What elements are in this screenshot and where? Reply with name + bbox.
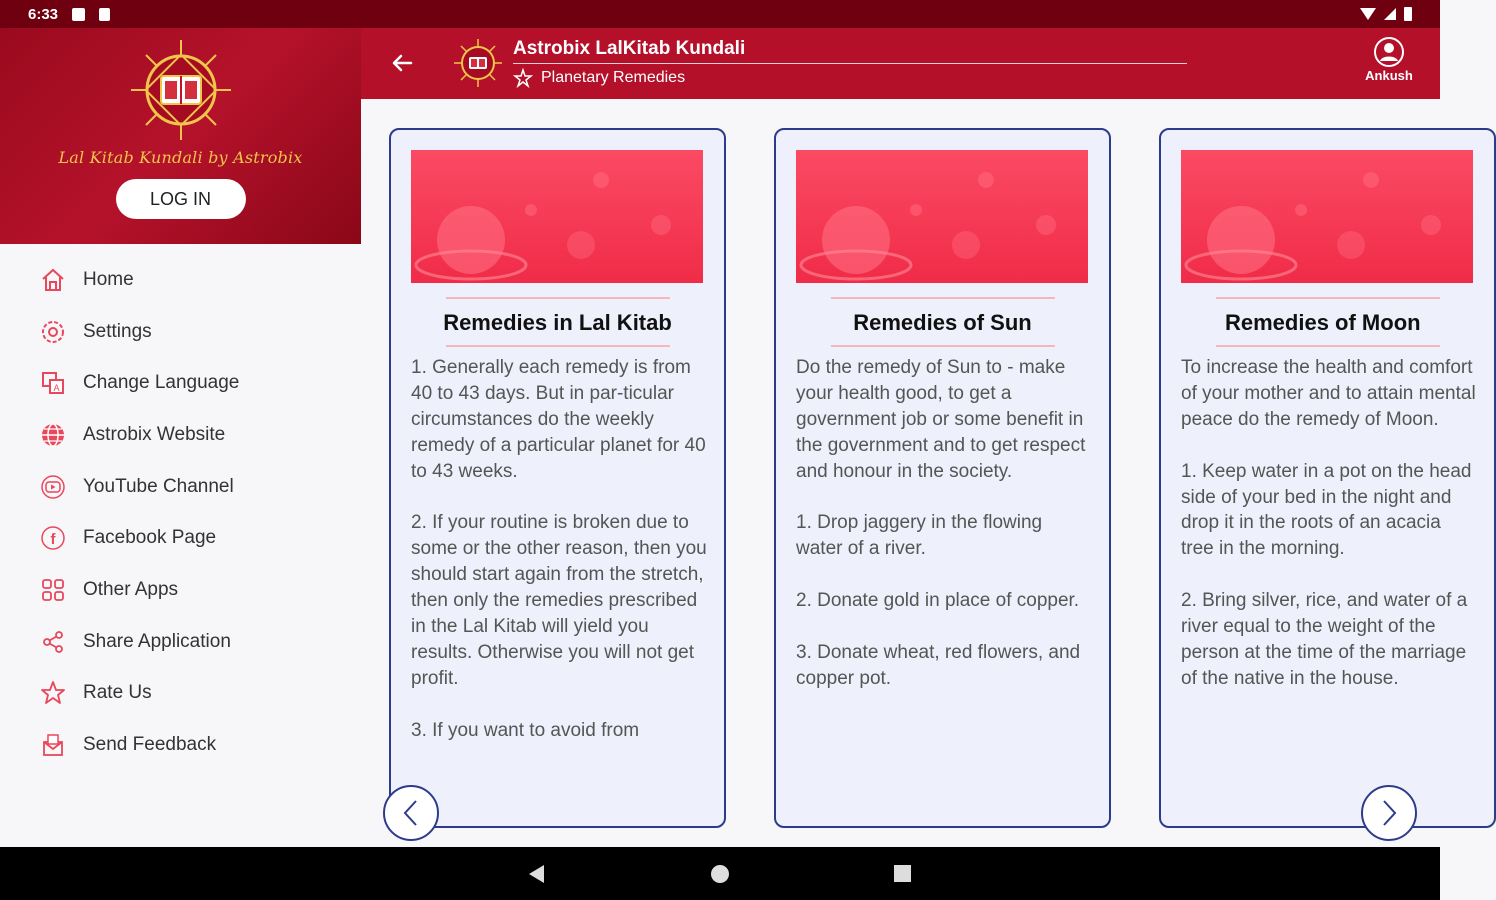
planet-banner-image [411,150,703,283]
status-time: 6:33 [28,5,59,23]
drawer-item-settings[interactable] [0,306,361,358]
drawer-item-label: Home [83,268,134,290]
drawer-item-facebook-page[interactable] [0,512,361,564]
app-bar [361,28,1440,99]
app-title: Astrobix LalKitab Kundali [513,38,746,59]
drawer-item-share-application[interactable] [0,616,361,668]
drawer-item-label: YouTube Channel [83,475,234,497]
facebook-icon [38,523,68,553]
settings-icon [38,317,68,347]
drawer-menu [0,244,361,771]
drawer-item-label: Send Feedback [83,734,217,756]
planet-banner-image [796,150,1088,283]
drawer-item-label: Share Application [83,630,231,652]
drawer-item-change-language[interactable] [0,357,361,409]
drawer-item-label: Facebook Page [83,527,217,549]
user-name: Ankush [1365,68,1413,83]
drawer-item-home[interactable] [0,254,361,306]
card-title: Remedies of Moon [1225,310,1421,335]
title-divider [513,63,1187,64]
drawer-header [0,28,361,244]
remedy-card[interactable] [389,128,726,828]
app-subtitle [513,68,685,88]
share-icon [38,627,68,657]
user-profile[interactable] [1358,36,1420,83]
star-icon [38,678,68,708]
feedback-icon [38,730,68,760]
brand-name: Lal Kitab Kundali by Astrobix [58,148,303,167]
drawer-item-astrobix-website[interactable] [0,409,361,461]
divider [831,345,1055,347]
home-icon [38,265,68,295]
system-back-icon[interactable] [529,865,544,883]
language-icon [38,368,68,398]
youtube-icon [38,472,68,502]
login-button[interactable]: LOG IN [116,179,246,219]
system-recents-icon[interactable] [894,865,911,882]
drawer-item-other-apps[interactable] [0,564,361,616]
next-button[interactable] [1361,785,1417,841]
system-home-icon[interactable] [711,865,729,883]
wifi-icon [1360,8,1376,20]
user-avatar-icon [1373,36,1405,68]
globe-icon [38,420,68,450]
divider [446,345,670,347]
back-arrow-icon[interactable] [387,48,417,78]
planet-banner-image [1181,150,1473,283]
remedy-card[interactable] [1159,128,1496,828]
divider [831,297,1055,299]
card-body: To increase the health and comfort of your mother and to attain mental peace do the remedy of Moon. 1. Keep water in a pot on the head side of your bed in the night and drop it in the roots of an acacia tree in the morning. 2. Bring silver, rice, and water of a river equal to the weight of the person at the time of the marriage of the native in the house. [1181,357,1476,689]
chevron-left-icon [399,798,423,828]
battery-icon [1404,7,1412,21]
remedy-card[interactable] [774,128,1111,828]
drawer-item-rate-us[interactable] [0,668,361,720]
card-title: Remedies in Lal Kitab [443,310,672,335]
previous-button[interactable] [383,785,439,841]
notification-icon [72,8,85,21]
drawer-item-label: Change Language [83,372,240,394]
drawer-item-label: Other Apps [83,578,179,600]
sd-card-icon [99,8,110,21]
drawer-item-label: Settings [83,320,152,342]
app-subtitle-text: Planetary Remedies [541,69,686,86]
apps-icon [38,575,68,605]
card-body: 1. Generally each remedy is from 40 to 43 days. But in par-ticular circumstances do the weekly remedy of a particular planet for 40 to 43 weeks. 2. If your routine is broken due to some or the other reason, then you should start again from the stretch, then only the remedies prescribed in the Lal Kitab will yield you results. Otherwise you will not get profit. 3. If you want to avoid from [411,357,707,741]
divider [446,297,670,299]
app-logo-icon [453,38,503,88]
planet-remedy-icon [513,68,533,88]
lal-kitab-logo-icon [129,38,233,142]
svg-text:f: f [50,531,56,549]
remedies-carousel[interactable] [361,99,1476,779]
card-title: Remedies of Sun [853,310,1032,335]
svg-text:A: A [53,383,60,394]
drawer-item-youtube-channel[interactable] [0,461,361,513]
drawer-item-send-feedback[interactable] [0,719,361,771]
drawer-item-label: Rate Us [83,682,152,704]
signal-icon [1384,8,1396,20]
divider [1216,345,1440,347]
chevron-right-icon [1377,798,1401,828]
status-bar [0,0,1440,28]
navigation-drawer [0,28,361,847]
divider [1216,297,1440,299]
card-body: Do the remedy of Sun to - make your health good, to get a government job or some benefit in the government and to get respect and honour in the society. 1. Drop jaggery in the flowing water of a river. 2. Donate gold in place of copper. 3. Donate wheat, red flowers, and copper pot. [796,357,1086,689]
system-navigation-bar [0,847,1440,900]
drawer-item-label: Astrobix Website [83,423,226,445]
